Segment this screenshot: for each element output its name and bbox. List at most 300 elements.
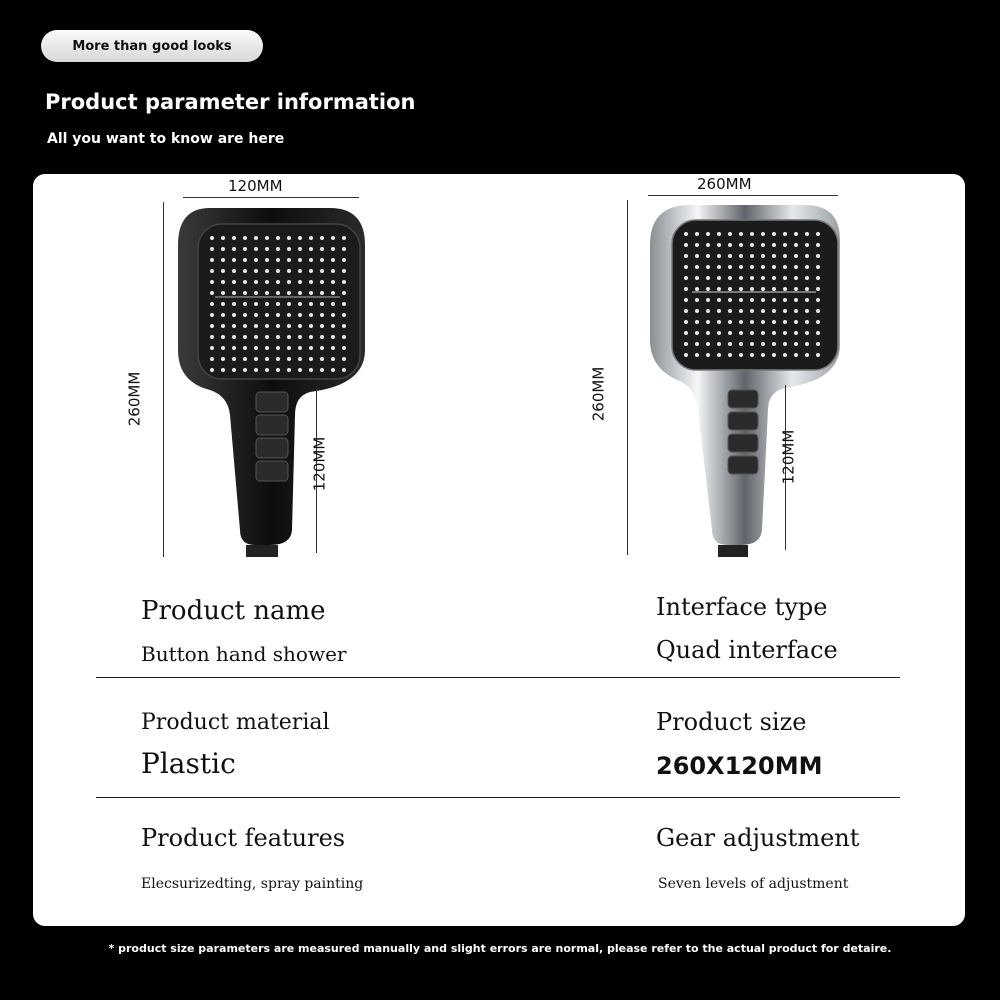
features-label: Product features — [141, 824, 346, 852]
badge: More than good looks — [41, 30, 263, 62]
nozzle-dot — [772, 232, 776, 236]
nozzle-dot — [816, 254, 820, 258]
nozzle-dot — [783, 265, 787, 269]
nozzle-dot — [210, 368, 214, 372]
nozzle-dot — [331, 236, 335, 240]
nozzle-dot — [783, 309, 787, 313]
nozzle-dot — [331, 335, 335, 339]
material-label: Product material — [141, 710, 330, 735]
nozzle-dot — [728, 243, 732, 247]
nozzle-dot — [243, 313, 247, 317]
nozzle-dot — [794, 298, 798, 302]
nozzle-dot — [695, 331, 699, 335]
nozzle-dot — [298, 346, 302, 350]
nozzle-dot — [243, 247, 247, 251]
left-width-label: 120MM — [228, 177, 283, 195]
nozzle-dot — [210, 357, 214, 361]
nozzle-dot — [287, 236, 291, 240]
nozzle-dot — [331, 368, 335, 372]
footer-disclaimer: * product size parameters are measured manually and slight errors are normal, please refer to the actual product for detaire. — [108, 942, 892, 955]
features-value: Elecsurizedting, spray painting — [141, 876, 364, 892]
nozzle-dot — [750, 243, 754, 247]
nozzle-dot — [331, 291, 335, 295]
nozzle-dot — [772, 287, 776, 291]
nozzle-dot — [309, 346, 313, 350]
nozzle-dot — [750, 342, 754, 346]
nozzle-dot — [287, 280, 291, 284]
nozzle-dot — [816, 287, 820, 291]
nozzle-dot — [309, 236, 313, 240]
nozzle-dot — [783, 232, 787, 236]
nozzle-dot — [739, 232, 743, 236]
nozzle-dot — [342, 258, 346, 262]
nozzle-dot — [805, 331, 809, 335]
nozzle-dot — [254, 291, 258, 295]
nozzle-dot — [243, 357, 247, 361]
nozzle-dot — [276, 269, 280, 273]
nozzle-dot — [254, 335, 258, 339]
nozzle-dot — [783, 320, 787, 324]
nozzle-dot — [695, 254, 699, 258]
nozzle-dot — [750, 353, 754, 357]
nozzle-dot — [783, 254, 787, 258]
nozzle-dot — [276, 346, 280, 350]
nozzle-dot — [794, 331, 798, 335]
nozzle-dot — [221, 302, 225, 306]
nozzle-dot — [309, 324, 313, 328]
nozzle-dot — [684, 276, 688, 280]
nozzle-dot — [816, 342, 820, 346]
nozzle-dot — [761, 320, 765, 324]
nozzle-dot — [761, 331, 765, 335]
nozzle-dot — [221, 258, 225, 262]
interface-type-value: Quad interface — [656, 636, 838, 664]
nozzle-dot — [320, 258, 324, 262]
chrome-shower-head-image — [640, 200, 850, 565]
nozzle-dot — [243, 324, 247, 328]
nozzle-dot — [232, 291, 236, 295]
nozzle-dot — [232, 324, 236, 328]
interface-type-label: Interface type — [656, 593, 828, 621]
nozzle-dot — [298, 335, 302, 339]
nozzle-dot — [750, 265, 754, 269]
nozzle-dot — [265, 335, 269, 339]
nozzle-dot — [684, 254, 688, 258]
nozzle-dot — [287, 291, 291, 295]
nozzle-dot — [728, 254, 732, 258]
nozzle-dot — [761, 276, 765, 280]
nozzle-dot — [728, 309, 732, 313]
nozzle-dot — [320, 335, 324, 339]
nozzle-dot — [210, 258, 214, 262]
nozzle-dot — [805, 342, 809, 346]
nozzle-dot — [254, 302, 258, 306]
nozzle-dot — [816, 309, 820, 313]
nozzle-dot — [706, 232, 710, 236]
nozzle-dot — [706, 298, 710, 302]
nozzle-dot — [254, 247, 258, 251]
nozzle-dot — [728, 353, 732, 357]
nozzle-dot — [739, 254, 743, 258]
nozzle-dot — [276, 247, 280, 251]
nozzle-dot — [320, 324, 324, 328]
nozzle-dot — [265, 313, 269, 317]
nozzle-dot — [783, 243, 787, 247]
nozzle-dot — [761, 243, 765, 247]
nozzle-dot — [728, 298, 732, 302]
nozzle-dot — [276, 291, 280, 295]
nozzle-dot — [320, 269, 324, 273]
nozzle-dot — [254, 269, 258, 273]
right-height-label: 260MM — [589, 366, 608, 422]
nozzle-dot — [320, 291, 324, 295]
nozzle-dot — [298, 368, 302, 372]
nozzle-dot — [695, 320, 699, 324]
material-value: Plastic — [141, 747, 236, 780]
nozzle-dot — [232, 269, 236, 273]
nozzle-dot — [750, 309, 754, 313]
nozzle-dot — [232, 258, 236, 262]
nozzle-dot — [309, 269, 313, 273]
nozzle-dot — [243, 236, 247, 240]
nozzle-dot — [695, 265, 699, 269]
nozzle-dot — [750, 320, 754, 324]
nozzle-dot — [706, 342, 710, 346]
nozzle-dot — [331, 313, 335, 317]
nozzle-dot — [309, 368, 313, 372]
nozzle-dot — [794, 309, 798, 313]
nozzle-dot — [298, 258, 302, 262]
nozzle-dot — [210, 324, 214, 328]
nozzle-dot — [750, 298, 754, 302]
nozzle-dot — [772, 243, 776, 247]
nozzle-dot — [342, 313, 346, 317]
nozzle-dot — [221, 335, 225, 339]
nozzle-dot — [772, 320, 776, 324]
nozzle-dot — [706, 254, 710, 258]
nozzle-dot — [717, 309, 721, 313]
nozzle-dot — [342, 324, 346, 328]
nozzle-dot — [298, 324, 302, 328]
nozzle-dot — [243, 258, 247, 262]
nozzle-dot — [276, 280, 280, 284]
nozzle-dot — [232, 302, 236, 306]
nozzle-dot — [717, 342, 721, 346]
nozzle-dot — [331, 357, 335, 361]
nozzle-dot — [794, 254, 798, 258]
nozzle-dot — [232, 335, 236, 339]
nozzle-dot — [276, 236, 280, 240]
nozzle-dot — [695, 353, 699, 357]
nozzle-dot — [221, 357, 225, 361]
nozzle-dot — [717, 276, 721, 280]
nozzle-dot — [243, 346, 247, 350]
nozzle-dot — [342, 247, 346, 251]
nozzle-dot — [254, 368, 258, 372]
nozzle-dot — [739, 243, 743, 247]
nozzle-dot — [221, 324, 225, 328]
nozzle-dot — [265, 280, 269, 284]
nozzle-dot — [706, 309, 710, 313]
nozzle-dot — [232, 236, 236, 240]
nozzle-dot — [309, 335, 313, 339]
nozzle-dot — [243, 302, 247, 306]
nozzle-dot — [695, 287, 699, 291]
nozzle-dot — [210, 269, 214, 273]
nozzle-dot — [287, 313, 291, 317]
nozzle-dot — [265, 346, 269, 350]
nozzle-dot — [684, 232, 688, 236]
nozzle-dot — [287, 324, 291, 328]
nozzle-dot — [783, 298, 787, 302]
nozzle-dot — [794, 320, 798, 324]
nozzle-dot — [739, 287, 743, 291]
nozzle-dot — [254, 346, 258, 350]
nozzle-dot — [254, 258, 258, 262]
nozzle-dot — [717, 254, 721, 258]
nozzle-dot — [684, 353, 688, 357]
nozzle-dot — [794, 243, 798, 247]
nozzle-dot — [761, 254, 765, 258]
nozzle-dot — [706, 320, 710, 324]
nozzle-dot — [816, 276, 820, 280]
nozzle-dot — [805, 276, 809, 280]
nozzle-dot — [298, 247, 302, 251]
nozzle-dot — [265, 324, 269, 328]
nozzle-dot — [298, 291, 302, 295]
nozzle-dot — [276, 324, 280, 328]
nozzle-dot — [243, 335, 247, 339]
nozzle-dot — [761, 309, 765, 313]
nozzle-dot — [276, 258, 280, 262]
nozzle-dot — [254, 313, 258, 317]
nozzle-dot — [739, 320, 743, 324]
nozzle-dot — [772, 254, 776, 258]
nozzle-dot — [265, 269, 269, 273]
nozzle-dot — [221, 291, 225, 295]
nozzle-dot — [320, 346, 324, 350]
nozzle-dot — [761, 265, 765, 269]
nozzle-dot — [772, 298, 776, 302]
nozzle-dot — [221, 247, 225, 251]
nozzle-dot — [816, 353, 820, 357]
nozzle-dot — [761, 298, 765, 302]
nozzle-dot — [772, 276, 776, 280]
nozzle-dot — [717, 265, 721, 269]
nozzle-dot — [684, 243, 688, 247]
nozzle-dot — [320, 280, 324, 284]
nozzle-dot — [331, 280, 335, 284]
nozzle-dot — [309, 280, 313, 284]
nozzle-dot — [298, 313, 302, 317]
nozzle-dot — [717, 353, 721, 357]
nozzle-dot — [739, 342, 743, 346]
gear-value: Seven levels of adjustment — [658, 876, 849, 892]
nozzle-dot — [805, 243, 809, 247]
nozzle-dot — [298, 236, 302, 240]
nozzle-dot — [221, 313, 225, 317]
nozzle-dot — [254, 236, 258, 240]
nozzle-dot — [805, 287, 809, 291]
nozzle-dot — [276, 335, 280, 339]
nozzle-dot — [243, 291, 247, 295]
nozzle-dot — [695, 342, 699, 346]
nozzle-dot — [232, 357, 236, 361]
nozzle-dot — [717, 232, 721, 236]
nozzle-dot — [706, 243, 710, 247]
nozzle-dot — [816, 298, 820, 302]
nozzle-dot — [706, 287, 710, 291]
nozzle-dot — [695, 232, 699, 236]
nozzle-dot — [276, 313, 280, 317]
nozzle-dot — [210, 313, 214, 317]
nozzle-dot — [254, 324, 258, 328]
black-shower-head-image — [170, 200, 380, 565]
nozzle-dot — [684, 265, 688, 269]
nozzle-dot — [342, 236, 346, 240]
nozzle-dot — [684, 298, 688, 302]
nozzle-dot — [298, 269, 302, 273]
nozzle-dot — [728, 276, 732, 280]
nozzle-dot — [342, 302, 346, 306]
nozzle-dot — [728, 331, 732, 335]
product-name-value: Button hand shower — [141, 642, 347, 666]
nozzle-dot — [728, 265, 732, 269]
nozzle-dot — [342, 346, 346, 350]
nozzle-dot — [287, 258, 291, 262]
nozzle-dot — [805, 254, 809, 258]
nozzle-dot — [684, 342, 688, 346]
nozzle-dot — [728, 320, 732, 324]
nozzle-dot — [783, 287, 787, 291]
nozzle-dot — [805, 320, 809, 324]
nozzle-dot — [739, 309, 743, 313]
nozzle-dot — [761, 342, 765, 346]
nozzle-dot — [761, 353, 765, 357]
nozzle-dot — [761, 232, 765, 236]
nozzle-dot — [772, 265, 776, 269]
right-width-line — [648, 195, 838, 196]
left-width-line — [183, 197, 359, 198]
nozzle-dot — [772, 309, 776, 313]
nozzle-dot — [309, 247, 313, 251]
nozzle-dot — [750, 254, 754, 258]
nozzle-dot — [210, 291, 214, 295]
nozzle-dot — [794, 276, 798, 280]
nozzle-dot — [717, 287, 721, 291]
nozzle-dot — [210, 280, 214, 284]
size-value: 260X120MM — [656, 752, 823, 780]
left-height-line — [163, 202, 164, 557]
nozzle-dot — [276, 357, 280, 361]
nozzle-dot — [309, 302, 313, 306]
right-width-label: 260MM — [697, 175, 752, 193]
nozzle-dot — [232, 313, 236, 317]
nozzle-dot — [717, 320, 721, 324]
nozzle-dot — [331, 258, 335, 262]
nozzle-dot — [728, 342, 732, 346]
nozzle-dot — [739, 276, 743, 280]
nozzle-dot — [342, 335, 346, 339]
nozzle-dot — [221, 368, 225, 372]
nozzle-dot — [761, 287, 765, 291]
nozzle-dot — [728, 232, 732, 236]
nozzle-dot — [684, 331, 688, 335]
nozzle-dot — [816, 331, 820, 335]
nozzle-dot — [695, 276, 699, 280]
nozzle-dot — [816, 265, 820, 269]
nozzle-dot — [265, 247, 269, 251]
nozzle-dot — [210, 302, 214, 306]
nozzle-dot — [794, 265, 798, 269]
nozzle-dot — [684, 287, 688, 291]
nozzle-dot — [805, 309, 809, 313]
nozzle-dot — [805, 265, 809, 269]
nozzle-dot — [805, 232, 809, 236]
nozzle-dot — [717, 331, 721, 335]
nozzle-dot — [794, 287, 798, 291]
nozzle-dot — [794, 232, 798, 236]
row-divider-2 — [96, 797, 900, 798]
right-handle-label: 120MM — [779, 429, 798, 485]
nozzle-dot — [309, 313, 313, 317]
nozzle-dot — [750, 287, 754, 291]
nozzle-dot — [320, 357, 324, 361]
nozzle-dot — [287, 247, 291, 251]
nozzle-dot — [331, 247, 335, 251]
row-divider-1 — [96, 677, 900, 678]
nozzle-dot — [265, 236, 269, 240]
nozzle-dot — [265, 302, 269, 306]
nozzle-dot — [232, 368, 236, 372]
nozzle-dot — [331, 324, 335, 328]
nozzle-dot — [210, 346, 214, 350]
nozzle-dot — [276, 368, 280, 372]
nozzle-dot — [298, 280, 302, 284]
nozzle-dot — [805, 353, 809, 357]
nozzle-dot — [684, 320, 688, 324]
product-name-label: Product name — [141, 596, 326, 626]
nozzle-dot — [210, 247, 214, 251]
nozzle-dot — [309, 357, 313, 361]
right-height-line — [627, 200, 628, 555]
nozzle-dot — [794, 342, 798, 346]
nozzle-dot — [342, 291, 346, 295]
nozzle-dot — [706, 265, 710, 269]
nozzle-dot — [232, 280, 236, 284]
nozzle-dot — [276, 302, 280, 306]
left-height-label: 260MM — [125, 371, 144, 427]
nozzle-dot — [265, 368, 269, 372]
nozzle-dot — [728, 287, 732, 291]
nozzle-dot — [287, 368, 291, 372]
nozzle-dot — [783, 353, 787, 357]
nozzle-dot — [342, 269, 346, 273]
page-title: Product parameter information — [45, 90, 416, 114]
nozzle-dot — [221, 280, 225, 284]
nozzle-dot — [342, 280, 346, 284]
nozzle-dot — [265, 357, 269, 361]
nozzle-dot — [254, 357, 258, 361]
nozzle-dot — [342, 357, 346, 361]
nozzle-dot — [684, 309, 688, 313]
nozzle-dot — [794, 353, 798, 357]
nozzle-dot — [287, 269, 291, 273]
gear-label: Gear adjustment — [656, 824, 860, 852]
size-label: Product size — [656, 708, 807, 736]
nozzle-dot — [210, 335, 214, 339]
nozzle-dot — [243, 368, 247, 372]
